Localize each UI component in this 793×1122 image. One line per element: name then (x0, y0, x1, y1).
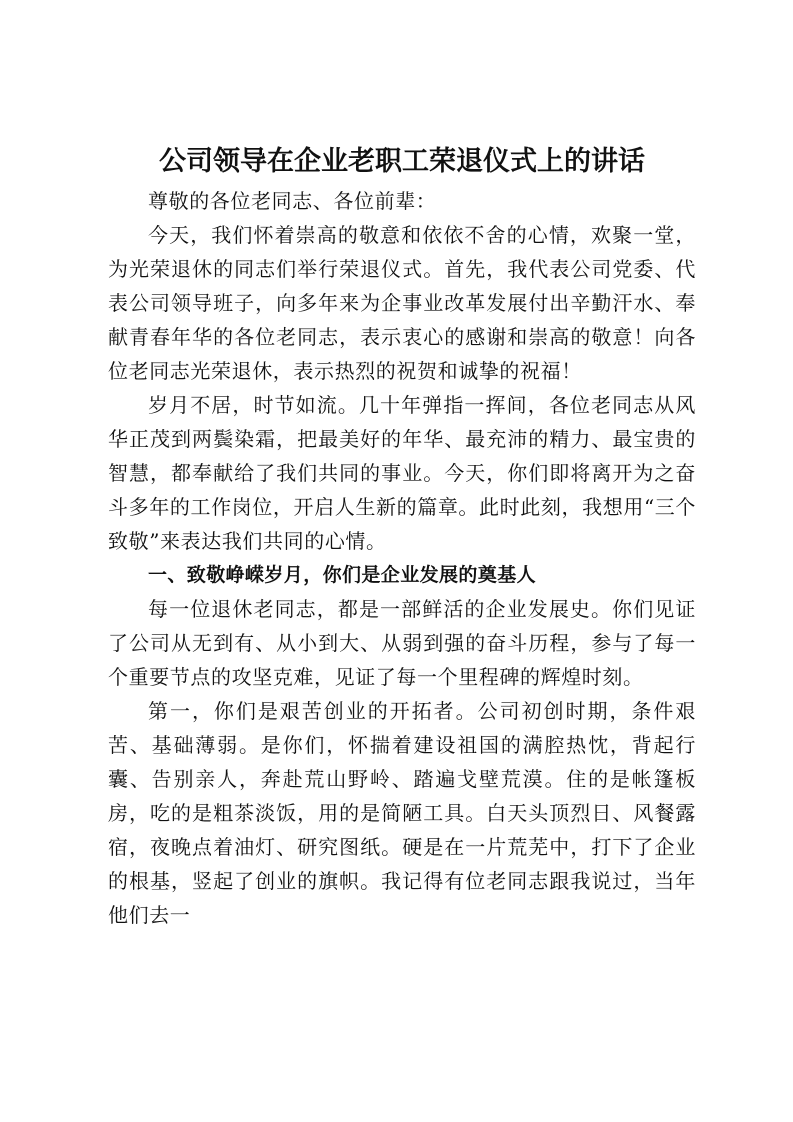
paragraph-pioneers: 第一，你们是艰苦创业的开拓者。公司初创时期，条件艰苦、基础薄弱。是你们，怀揣着建设祖国的满腔热忱，背起行囊、告别亲人，奔赴荒山野岭、踏遍戈壁荒漠。住的是帐篷板房，吃的是粗茶淡饭，用的是简陋工具。白天头顶烈日、风餐露宿，夜晚点着油灯、研究图纸。硬是在一片荒芜中，打下了企业的根基，竖起了创业的旗帜。我记得有位老同志跟我说过，当年他们去一 (108, 699, 696, 927)
document-page (108, 140, 696, 932)
paragraph-history: 每一位退休老同志，都是一部鲜活的企业发展史。你们见证了公司从无到有、从小到大、从弱到强的奋斗历程，参与了每一个重要节点的攻坚克难，见证了每一个里程碑的辉煌时刻。 (108, 597, 696, 689)
paragraph-opening: 今天，我们怀着崇高的敬意和依依不舍的心情，欢聚一堂，为光荣退休的同志们举行荣退仪式。首先，我代表公司党委、代表公司领导班子，向多年来为企事业改革发展付出辛勤汗水、奉献青春年华的各位老同志，表示衷心的感谢和崇高的敬意！向各位老同志光荣退休，表示热烈的祝贺和诚挚的祝福！ (108, 223, 696, 383)
section-heading-1: 一、致敬峥嵘岁月，你们是企业发展的奠基人 (148, 564, 537, 586)
paragraph-three-salutes: 岁月不居，时节如流。几十年弹指一挥间，各位老同志从风华正茂到两鬓染霜，把最美好的年华、最充沛的精力、最宝贵的智慧，都奉献给了我们共同的事业。今天，你们即将离开为之奋斗多年的工作岗位，开启人生新的篇章。此时此刻，我想用“三个致敬”来表达我们共同的心情。 (108, 393, 696, 553)
document-title: 公司领导在企业老职工荣退仪式上的讲话 (159, 146, 645, 177)
salutation: 尊敬的各位老同志、各位前辈： (148, 189, 437, 213)
